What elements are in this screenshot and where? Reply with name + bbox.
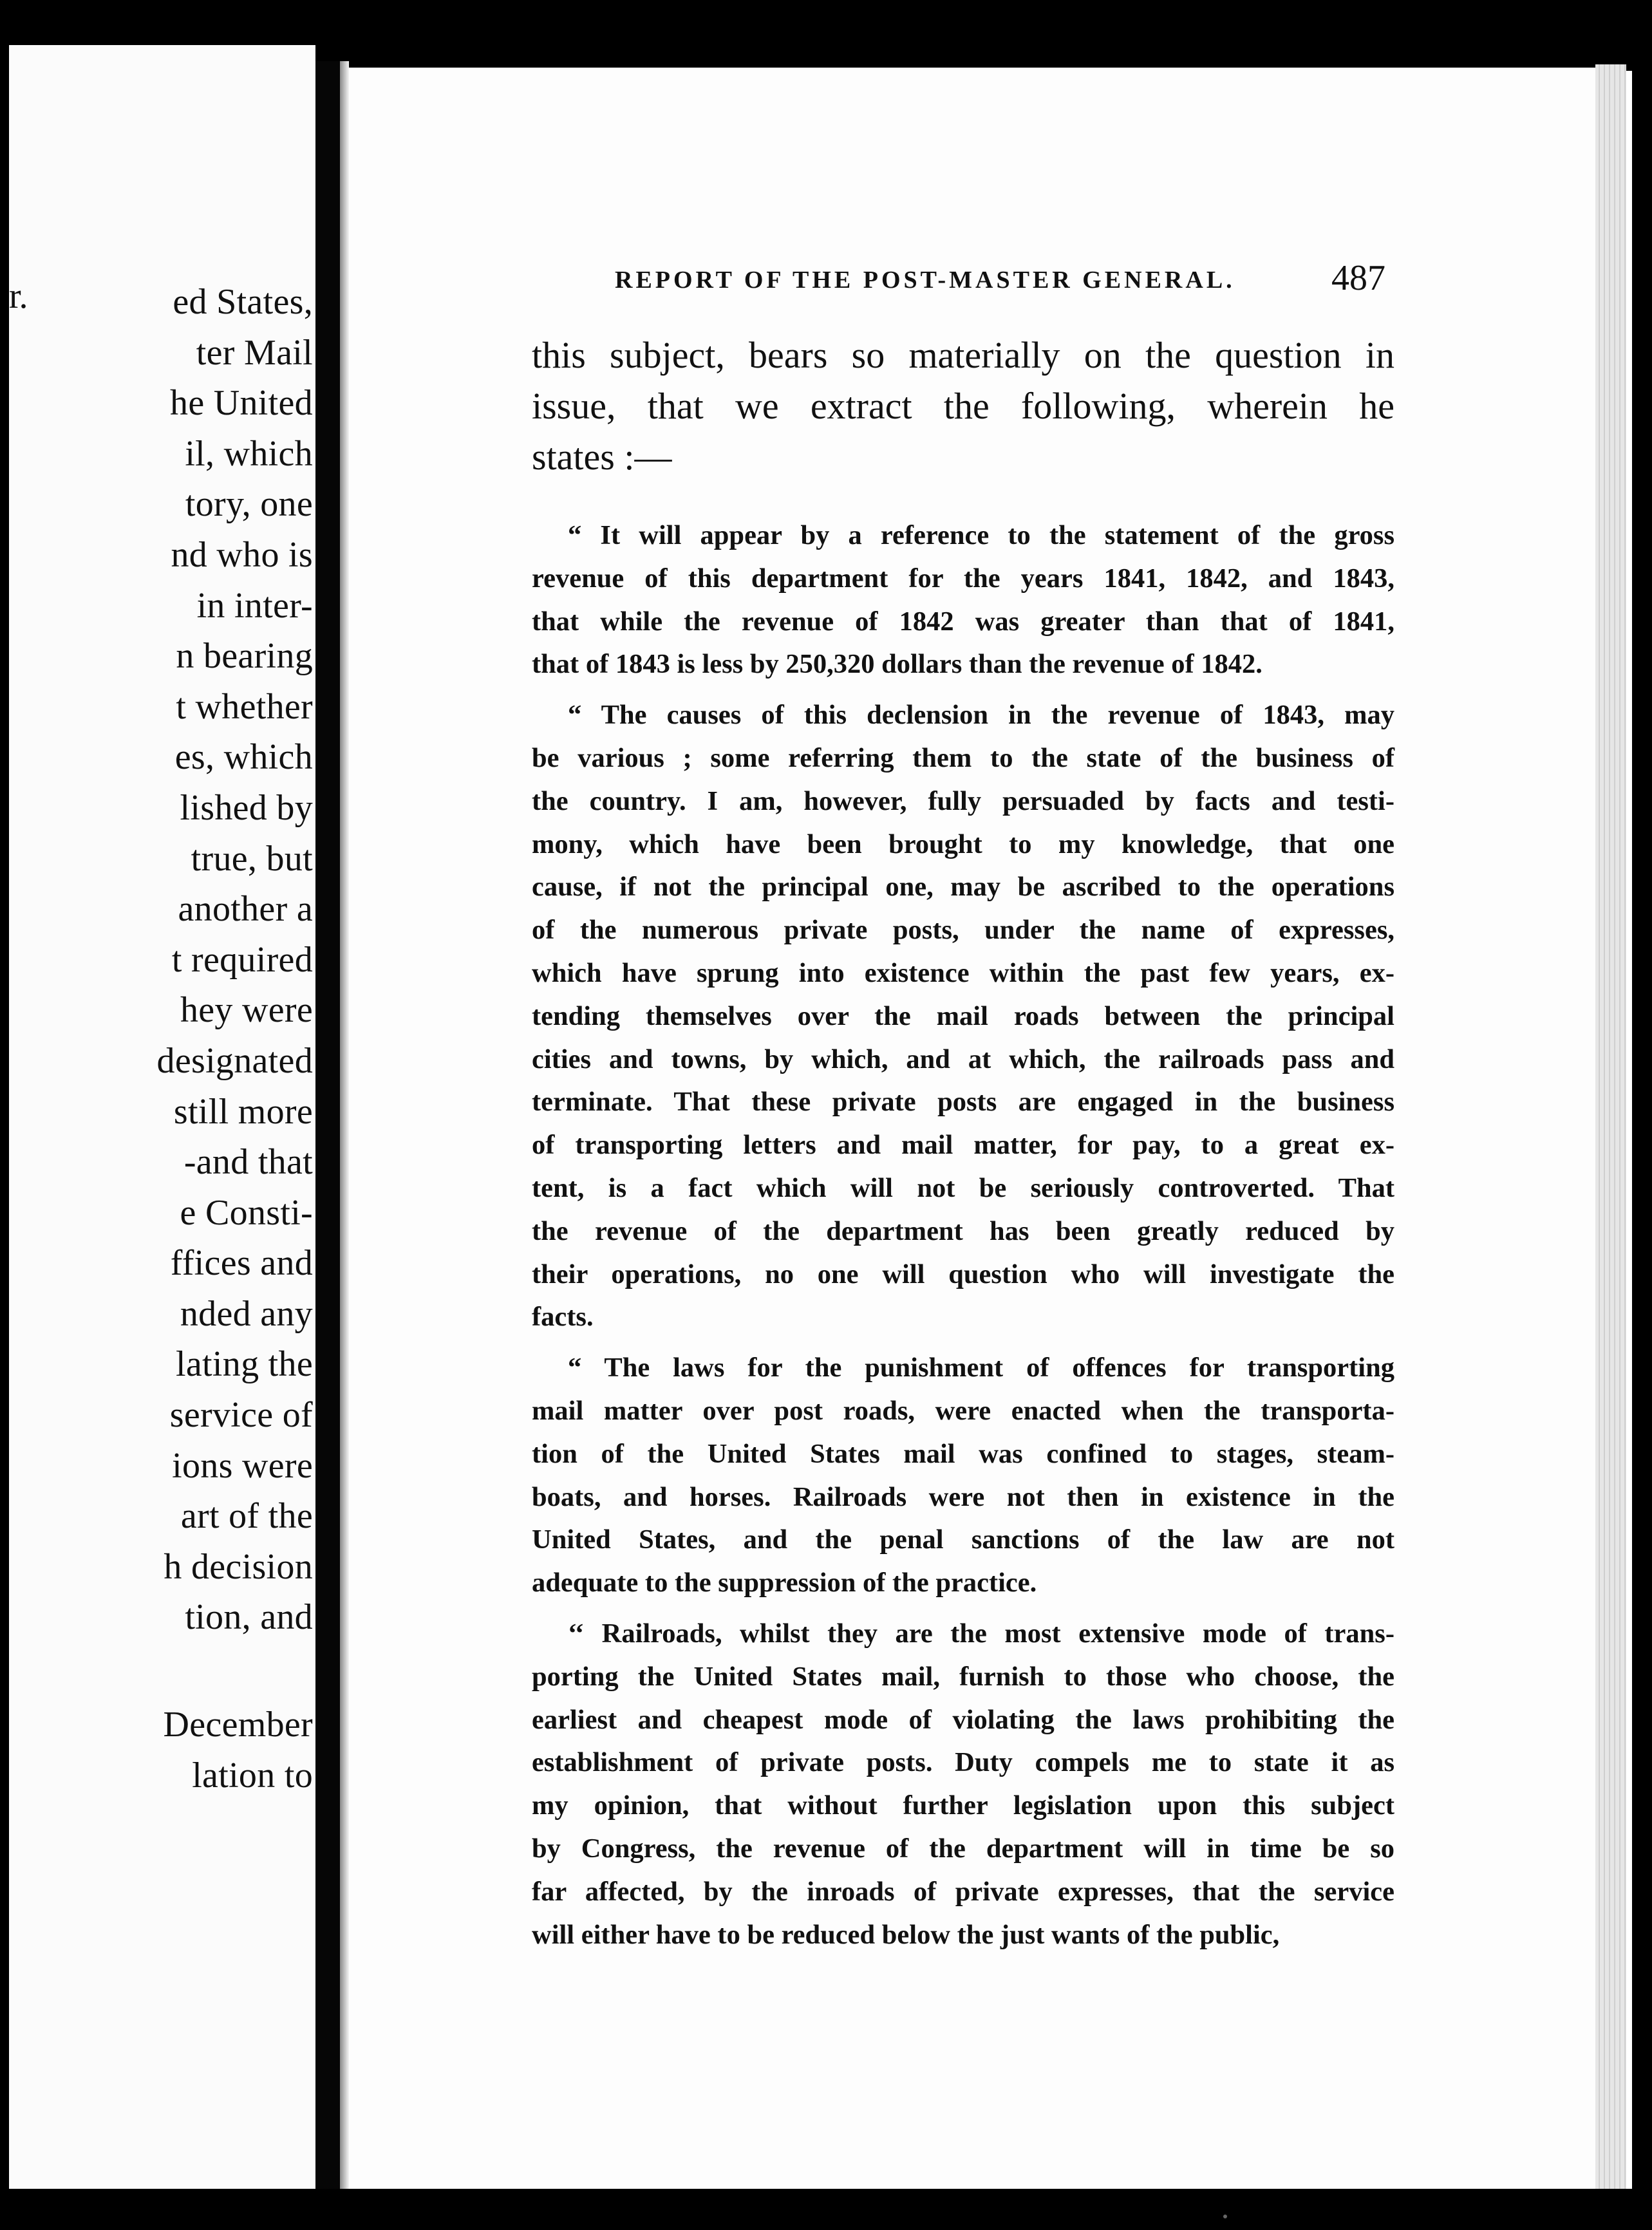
quote-line: boats, and horses. Railroads were not then in existence in the (532, 1481, 1394, 1512)
quoted-report (532, 514, 1394, 1956)
left-page-header-fragment: r. (9, 276, 28, 316)
quote-line: of transporting letters and mail matter, for pay, to a great ex- (532, 1130, 1394, 1161)
quote-line: terminate. That these private posts are engaged in the business (532, 1087, 1394, 1118)
quote-line: United States, and the penal sanctions of the law are not (532, 1524, 1394, 1555)
quote-line: my opinion, that without further legislation upon this subject (532, 1790, 1394, 1821)
left-page-line: ffices and (170, 1243, 313, 1284)
left-page-line: true, but (191, 838, 313, 879)
quote-paragraph (532, 514, 1394, 686)
quote-line: facts. (532, 1302, 594, 1333)
left-page-line: h decision (164, 1546, 313, 1587)
left-page-line: t required (171, 939, 313, 980)
left-page-line: nd who is (171, 534, 313, 575)
quote-line: that while the revenue of 1842 was greater than that of 1841, (532, 606, 1394, 637)
left-page-line: -and that (183, 1142, 313, 1183)
left-page-line: ed States, (173, 282, 313, 322)
quote-line: mony, which have been brought to my knowledge, that one (532, 829, 1394, 859)
intro-line: issue, that we extract the following, wherein he (532, 385, 1394, 427)
scan-border-left (0, 0, 9, 2230)
quote-line: will either have to be reduced below the just wants of the public, (532, 1919, 1280, 1950)
left-page-line: lation to (192, 1755, 313, 1795)
running-head: REPORT OF THE POST-MASTER GENERAL. (615, 267, 1235, 294)
left-page-line: il, which (185, 433, 313, 474)
quote-paragraph (532, 1613, 1394, 1956)
left-page-line: ter Mail (196, 332, 313, 373)
left-page-line: lished by (180, 787, 313, 828)
quote-line: tending themselves over the mail roads between the principal (532, 1000, 1394, 1031)
quote-line: their operations, no one will question who will investigate the (532, 1259, 1394, 1289)
left-page-line: e Consti- (180, 1192, 313, 1233)
left-page-line: t whether (176, 686, 313, 727)
quote-line: which have sprung into existence within the past few years, ex- (532, 957, 1394, 988)
binding-gutter (315, 61, 340, 2192)
quote-line: far affected, by the inroads of private expresses, that the service (532, 1876, 1394, 1907)
left-page-text (9, 277, 313, 1801)
quote-line: “ The causes of this declension in the revenue of 1843, may (568, 700, 1394, 731)
left-page-line: lating the (176, 1344, 313, 1385)
page-number: 487 (1331, 258, 1385, 298)
page-edges (1595, 64, 1626, 2189)
left-page-line: hey were (180, 990, 313, 1031)
left-page-line: ions were (172, 1445, 313, 1486)
scan-border-right (1632, 0, 1652, 2230)
quote-line: revenue of this department for the years 1841, 1842, and 1843, (532, 563, 1394, 594)
scan-speck (1223, 2215, 1227, 2218)
quote-line: cities and towns, by which, and at which, the railroads pass and (532, 1044, 1394, 1074)
quote-line: of the numerous private posts, under the name of expresses, (532, 915, 1394, 946)
quote-paragraph (532, 1347, 1394, 1605)
quote-line: ‘‘ Railroads, whilst they are the most extensive mode of trans- (568, 1618, 1394, 1649)
quote-line: be various ; some referring them to the state of the business of (532, 742, 1394, 773)
quote-line: by Congress, the revenue of the department will in time be so (532, 1833, 1394, 1864)
quote-line: mail matter over post roads, were enacted when the transporta- (532, 1395, 1394, 1426)
left-page-line: he United (170, 383, 313, 424)
quote-line: earliest and cheapest mode of violating the laws prohibiting the (532, 1704, 1394, 1735)
left-page-line: designated (156, 1040, 313, 1081)
left-page-line: in inter- (196, 585, 313, 626)
scan-border-bottom (0, 2189, 1652, 2230)
left-page-gap (9, 1643, 313, 1700)
left-page-line: tory, one (185, 484, 313, 525)
quote-line: the country. I am, however, fully persuaded by facts and testi- (532, 785, 1394, 816)
quote-paragraph (532, 694, 1394, 1339)
left-page-line: art of the (180, 1496, 313, 1537)
left-page-line: December (163, 1705, 313, 1745)
quote-line: “ It will appear by a reference to the statement of the gross (568, 520, 1394, 550)
left-page-line: another a (178, 889, 313, 930)
intro-line: states :— (532, 436, 672, 478)
body-text (532, 330, 1394, 1964)
intro-paragraph (532, 330, 1394, 482)
gutter-shadow (340, 61, 349, 2192)
quote-line: the revenue of the department has been greatly reduced by (532, 1215, 1394, 1246)
left-page-line: es, which (174, 737, 313, 778)
quote-line: tion of the United States mail was confined to stages, steam- (532, 1438, 1394, 1469)
quote-line: establishment of private posts. Duty compels me to state it as (532, 1747, 1394, 1778)
quote-line: “ The laws for the punishment of offences for transporting (568, 1353, 1394, 1383)
left-page-line: still more (173, 1091, 313, 1132)
intro-line: this subject, bears so materially on the question in (532, 334, 1394, 376)
quote-line: adequate to the suppression of the practice. (532, 1568, 1037, 1598)
quote-line: cause, if not the principal one, may be ascribed to the operations (532, 872, 1394, 903)
quote-line: porting the United States mail, furnish to those who choose, the (532, 1661, 1394, 1692)
quote-line: tent, is a fact which will not be seriously controverted. That (532, 1172, 1394, 1203)
left-page-line: tion, and (185, 1597, 313, 1638)
left-page-line: service of (169, 1395, 313, 1436)
left-facing-page (9, 45, 315, 2189)
quote-line: that of 1843 is less by 250,320 dollars than the revenue of 1842. (532, 649, 1262, 680)
left-page-line: n bearing (176, 636, 313, 677)
left-page-line: nded any (180, 1293, 313, 1334)
